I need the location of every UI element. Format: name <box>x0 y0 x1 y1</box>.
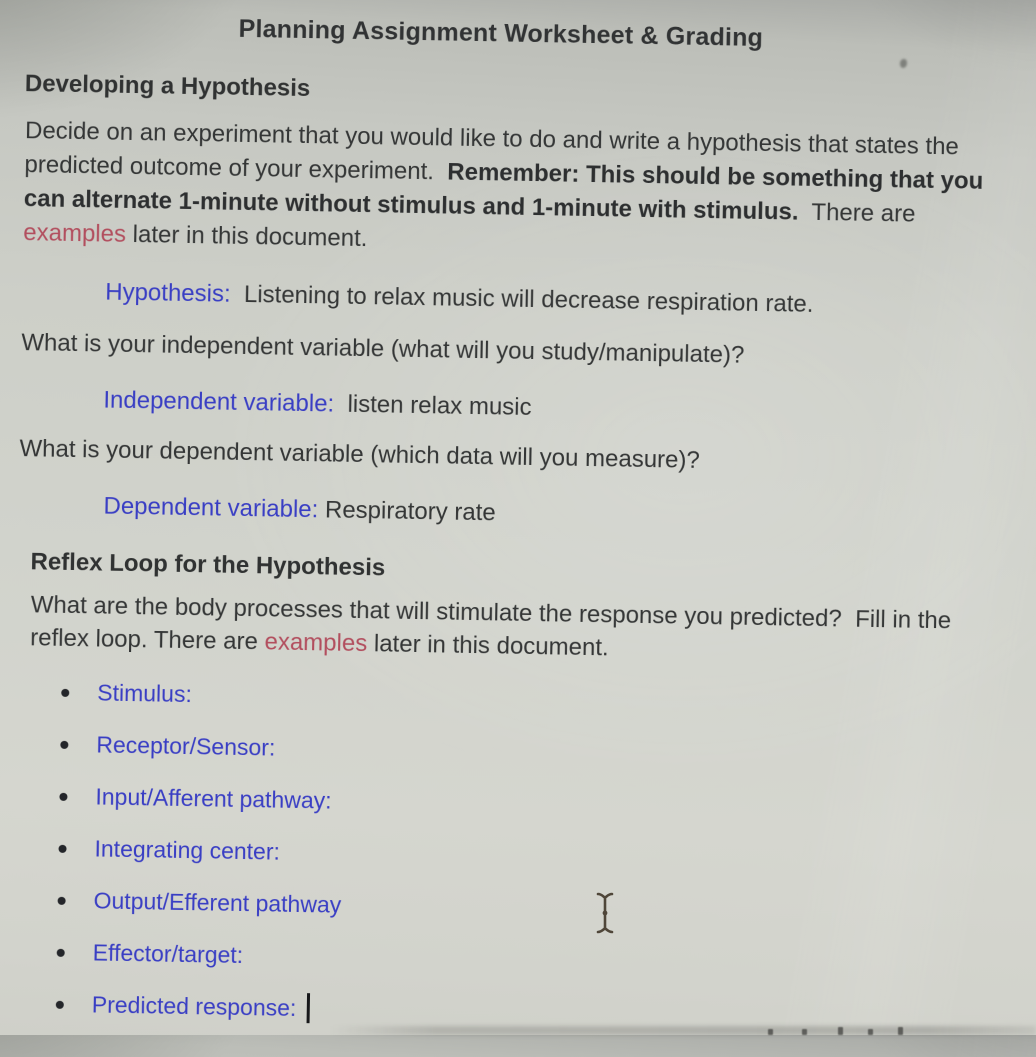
cutoff-text-mark <box>868 1029 873 1035</box>
hypothesis-label: Hypothesis: <box>105 278 231 308</box>
reflex-intro-text-2: later in this document. <box>367 630 609 662</box>
hypothesis-value: Listening to relax music will decrease respiration rate. <box>230 280 814 318</box>
examples-link[interactable]: examples <box>23 219 127 248</box>
intro-text-2: There are <box>798 198 923 228</box>
intro-remember-bold-text: Remember: This should be something that you can alternate 1-minute without stimulus and 1-minute with stimulus. <box>23 158 991 226</box>
dependent-variable-question: What is your dependent variable (which data will you measure)? <box>19 435 700 474</box>
independent-variable-label: Independent variable: <box>103 386 335 418</box>
text-caret <box>306 993 310 1023</box>
independent-variable-question: What is your independent variable (what will you study/manipulate)? <box>21 329 745 369</box>
bullet-icon <box>57 949 65 957</box>
intro-text-3: later in this document. <box>125 220 368 253</box>
intro-text-1: Decide on an experiment that you would like to do and write a hypothesis that states the predicted outcome of your experiment. <box>24 117 966 186</box>
bullet-icon <box>58 845 66 853</box>
receptor-sensor-label: Receptor/Sensor: <box>96 730 276 761</box>
reflex-intro-text-1: What are the body processes that will stimulate the response you predicted? Fill in the reflex loop. There are <box>29 591 959 656</box>
dependent-variable-value: Respiratory rate <box>318 496 496 527</box>
bullet-icon <box>61 689 69 697</box>
predicted-response-label: Predicted response: <box>91 990 297 1021</box>
bullet-icon <box>58 897 66 905</box>
hypothesis-line <box>105 278 1007 324</box>
integrating-center-label: Integrating center: <box>94 834 281 865</box>
list-item-input-afferent-pathway <box>59 781 998 827</box>
list-item-stimulus <box>61 677 1000 723</box>
dependent-variable-label: Dependent variable: <box>103 492 319 524</box>
bullet-icon <box>56 1001 64 1009</box>
input-afferent-pathway-label: Input/Afferent pathway: <box>95 782 332 814</box>
list-item-output-efferent-pathway <box>57 885 996 931</box>
reflex-intro-paragraph <box>30 588 972 670</box>
section-heading-reflex-loop: Reflex Loop for the Hypothesis <box>30 548 386 582</box>
list-item-effector-target <box>56 937 995 983</box>
dependent-variable-line <box>103 492 1003 538</box>
page-title: Planning Assignment Worksheet & Grading <box>238 14 764 52</box>
reflex-loop-list <box>56 677 1001 1035</box>
cutoff-text-mark <box>802 1029 807 1035</box>
effector-target-label: Effector/target: <box>92 938 244 968</box>
developing-intro-paragraph <box>23 114 996 267</box>
independent-variable-value: listen relax music <box>333 390 532 421</box>
next-line-cutoff-shadow <box>330 1026 1036 1035</box>
i-beam-cursor-icon <box>594 890 616 936</box>
independent-variable-line <box>103 386 1005 432</box>
cutoff-text-mark <box>768 1029 773 1035</box>
reflex-examples-link[interactable]: examples <box>264 628 368 658</box>
section-heading-developing-a-hypothesis: Developing a Hypothesis <box>24 70 311 103</box>
list-item-integrating-center <box>58 833 997 879</box>
cutoff-text-mark <box>838 1027 843 1035</box>
cutoff-text-mark <box>898 1027 903 1035</box>
bullet-icon <box>59 793 67 801</box>
stimulus-label: Stimulus: <box>97 678 193 707</box>
list-item-receptor-sensor <box>60 729 999 775</box>
bullet-icon <box>60 741 68 749</box>
output-efferent-pathway-label: Output/Efferent pathway <box>93 886 342 918</box>
